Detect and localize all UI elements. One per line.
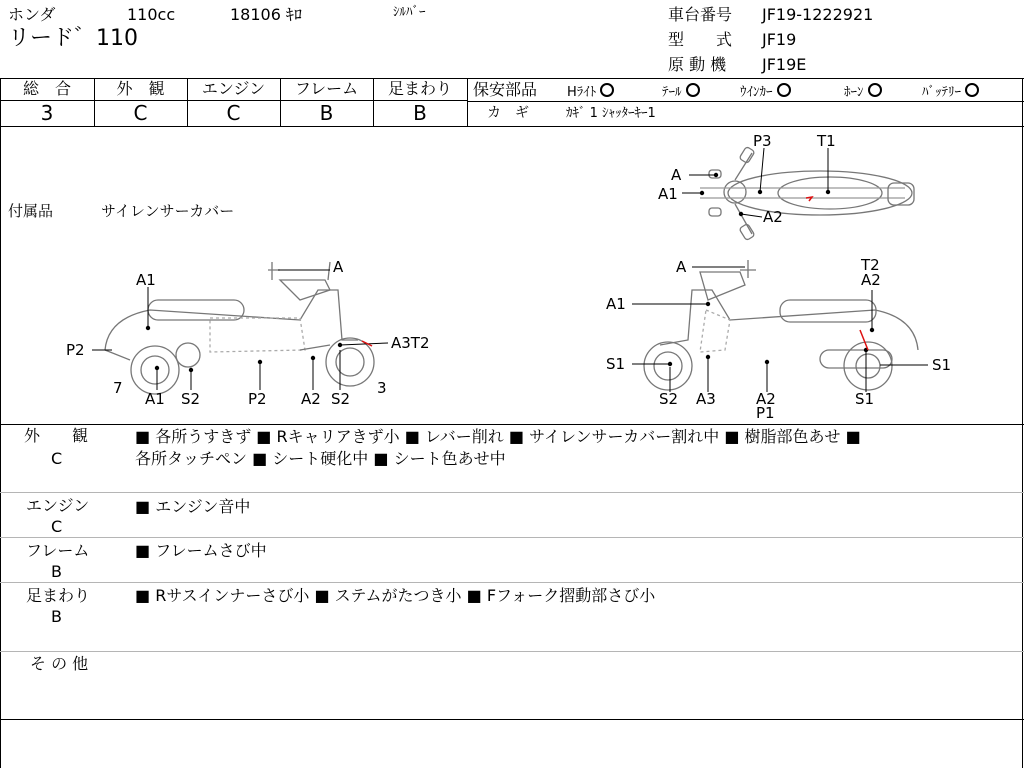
diagram-label: A bbox=[333, 258, 344, 276]
divider bbox=[0, 719, 1024, 720]
diagram-label: A1 bbox=[145, 390, 165, 408]
section-notes-engine bbox=[135, 496, 250, 518]
section-notes-exterior bbox=[135, 426, 861, 470]
divider bbox=[0, 537, 1024, 538]
grade-label-exterior: 外 観 bbox=[116, 79, 165, 98]
diagram-label: P2 bbox=[66, 341, 85, 359]
grade-value-suspension: B bbox=[413, 101, 427, 125]
color: ｼﾙﾊﾞｰ bbox=[393, 5, 426, 20]
diagram-label: S2 bbox=[659, 390, 679, 408]
key-value: ｶｷﾞ 1 ｼｬｯﾀｰｷｰ1 bbox=[566, 106, 656, 121]
displacement: 110cc bbox=[127, 5, 176, 24]
model-name: リード゛110 bbox=[8, 26, 138, 51]
diagram-label: A2 bbox=[301, 390, 321, 408]
diagram-label: T2 bbox=[861, 256, 880, 274]
section-label-frame: フレーム bbox=[26, 541, 90, 560]
type-value: JF19 bbox=[762, 30, 797, 49]
section-label-engine: エンジン bbox=[26, 496, 90, 515]
damage-mark-icon bbox=[806, 197, 812, 201]
mileage: 18106 ｷﾛ bbox=[230, 5, 302, 24]
diagram-label: P2 bbox=[248, 390, 267, 408]
section-grade-engine: C bbox=[51, 517, 63, 536]
diagram-label: S2 bbox=[331, 390, 351, 408]
engine-label: 原 動 機 bbox=[668, 55, 727, 74]
safety-item-horn: ﾎｰﾝ bbox=[844, 83, 882, 99]
section-grade-suspension: B bbox=[51, 607, 62, 626]
diagram-label: S1 bbox=[932, 356, 952, 374]
section-notes-frame bbox=[135, 540, 267, 562]
section-grade-exterior: C bbox=[51, 449, 63, 468]
note-line: ■ エンジン音中 bbox=[135, 497, 251, 516]
accessories-label: 付属品 bbox=[8, 202, 54, 220]
grade-label-frame: フレーム bbox=[294, 79, 359, 98]
top-view-scooter bbox=[700, 146, 914, 240]
note-line: ■ Rサスインナーさび小 ■ ステムがたつき小 ■ Fフォーク摺動部さび小 bbox=[135, 586, 656, 605]
note-line: 各所タッチペン ■ シート硬化中 ■ シート色あせ中 bbox=[135, 449, 506, 468]
diagram-label: A3T2 bbox=[391, 334, 430, 352]
accessories-value: サイレンサーカバー bbox=[101, 202, 235, 220]
diagram-label: A1 bbox=[606, 295, 626, 313]
section-grade-frame: B bbox=[51, 562, 62, 581]
divider bbox=[0, 651, 1024, 652]
safety-item-tail: ﾃｰﾙ bbox=[662, 83, 700, 99]
type-label: 型 式 bbox=[668, 30, 733, 49]
diagram-label: 7 bbox=[113, 379, 123, 397]
note-line: ■ 各所うすきず ■ Rキャリアきず小 ■ レバー削れ ■ サイレンサーカバー割れ中 ■ 樹脂部色あせ ■ bbox=[135, 427, 861, 446]
diagram-label: 3 bbox=[377, 379, 387, 397]
grade-label-overall: 総 合 bbox=[22, 79, 71, 98]
safety-item-battery: ﾊﾞｯﾃﾘｰ bbox=[922, 83, 979, 99]
engine-value: JF19E bbox=[762, 55, 807, 74]
diagram-label: P3 bbox=[753, 132, 772, 150]
divider bbox=[0, 492, 1024, 493]
grade-value-overall: 3 bbox=[40, 101, 54, 125]
diagram-label: A1 bbox=[136, 271, 156, 289]
section-label-suspension: 足まわり bbox=[26, 586, 91, 605]
diagram-label: A1 bbox=[658, 185, 678, 203]
damage-mark-icon bbox=[860, 330, 868, 350]
diagram-label: A bbox=[671, 166, 682, 184]
safety-title: 保安部品 bbox=[473, 80, 538, 99]
diagram-label: S2 bbox=[181, 390, 201, 408]
grade-value-exterior: C bbox=[133, 101, 148, 125]
chassis-value: JF19-1222921 bbox=[762, 5, 874, 24]
diagram-label: S1 bbox=[606, 355, 626, 373]
diagram-label: S1 bbox=[855, 390, 875, 408]
key-label: カ ギ bbox=[487, 105, 529, 121]
grade-label-engine: エンジン bbox=[201, 79, 266, 98]
diagram-label: A2 bbox=[756, 390, 776, 408]
safety-item-headlight: Hﾗｲﾄ bbox=[567, 83, 614, 99]
diagram-label: P1 bbox=[756, 404, 775, 422]
section-label-exterior: 外 観 bbox=[24, 426, 89, 445]
safety-item-winker: ｳｲﾝｶｰ bbox=[740, 83, 791, 99]
note-line: ■ フレームさび中 bbox=[135, 541, 267, 560]
maker-name: ホンダ bbox=[8, 5, 56, 24]
section-notes-suspension bbox=[135, 585, 655, 607]
section-label-other: そ の 他 bbox=[30, 654, 89, 673]
diagram-label: T1 bbox=[817, 132, 836, 150]
diagram-label: A2 bbox=[763, 208, 783, 226]
divider bbox=[0, 582, 1024, 583]
diagram-label: A2 bbox=[861, 271, 881, 289]
diagram-label: A bbox=[676, 258, 687, 276]
chassis-label: 車台番号 bbox=[668, 5, 733, 24]
grade-label-suspension: 足まわり bbox=[387, 79, 452, 98]
divider bbox=[0, 424, 1024, 425]
grade-value-frame: B bbox=[319, 101, 334, 125]
grade-value-engine: C bbox=[226, 101, 241, 125]
diagram-label: A3 bbox=[696, 390, 716, 408]
